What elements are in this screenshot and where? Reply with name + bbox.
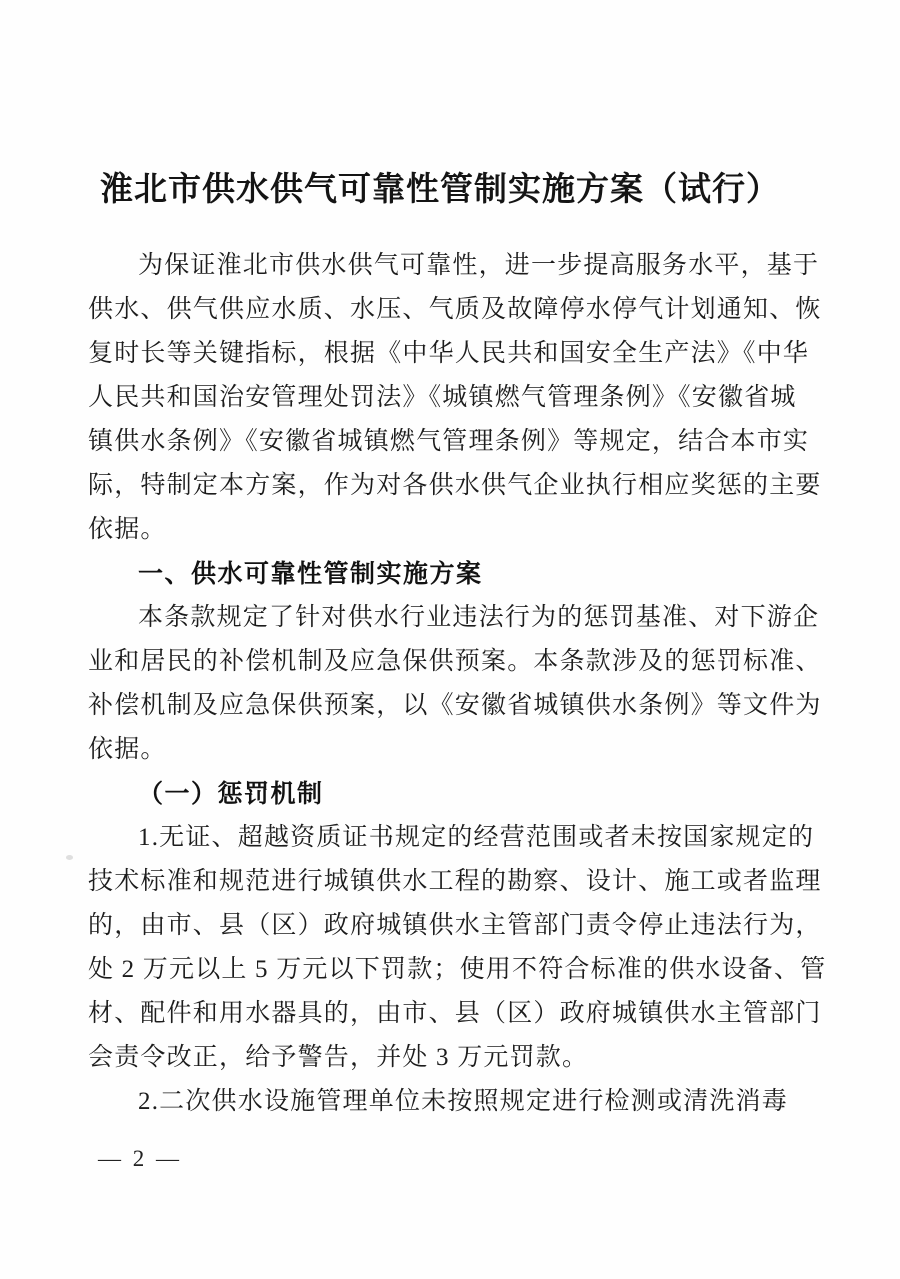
- section-heading-line: （一）惩罚机制: [138, 780, 324, 808]
- paragraph-line: 本条款规定了针对供水行业违法行为的惩罚基准、对下游企: [138, 604, 820, 631]
- paragraph-line: 供水、供气供应水质、水压、气质及故障停水停气计划通知、恢: [88, 296, 822, 323]
- paragraph-line: 处 2 万元以上 5 万元以下罚款；使用不符合标准的供水设备、管: [88, 956, 827, 983]
- paragraph-line: 依据。: [88, 516, 167, 543]
- paragraph-line: 际，特制定本方案，作为对各供水供气企业执行相应奖惩的主要: [88, 472, 822, 499]
- paragraph-line: 技术标准和规范进行城镇供水工程的勘察、设计、施工或者监理: [88, 868, 822, 895]
- paragraph-line: 人民共和国治安管理处罚法》《城镇燃气管理条例》《安徽省城: [88, 384, 797, 411]
- paragraph-line: 为保证淮北市供水供气可靠性，进一步提高服务水平，基于: [138, 252, 820, 279]
- paragraph-line: 会责令改正，给予警告，并处 3 万元罚款。: [88, 1044, 589, 1071]
- document-body: [88, 244, 827, 1124]
- paragraph-line: 2.二次供水设施管理单位未按照规定进行检测或清洗消毒: [138, 1088, 788, 1115]
- paragraph-line: 业和居民的补偿机制及应急保供预案。本条款涉及的惩罚标准、: [88, 648, 822, 675]
- paragraph-line: 补偿机制及应急保供预案，以《安徽省城镇供水条例》等文件为: [88, 692, 822, 719]
- paragraph-line: 的，由市、县（区）政府城镇供水主管部门责令停止违法行为，: [88, 912, 822, 939]
- paragraph-line: 材、配件和用水器具的，由市、县（区）政府城镇供水主管部门: [88, 1000, 822, 1027]
- section-heading-line: 一、供水可靠性管制实施方案: [138, 560, 483, 588]
- page-number: — 2 —: [98, 1146, 182, 1171]
- scan-artifact-speck: [66, 855, 73, 860]
- document-title: 淮北市供水供气可靠性管制实施方案（试行）: [100, 172, 780, 209]
- paragraph-line: 镇供水条例》《安徽省城镇燃气管理条例》等规定，结合本市实: [88, 428, 810, 455]
- paragraph-line: 依据。: [88, 736, 167, 763]
- paragraph-line: 复时长等关键指标，根据《中华人民共和国安全生产法》《中华: [88, 340, 810, 367]
- paragraph-line: 1.无证、超越资质证书规定的经营范围或者未按国家规定的: [138, 824, 815, 851]
